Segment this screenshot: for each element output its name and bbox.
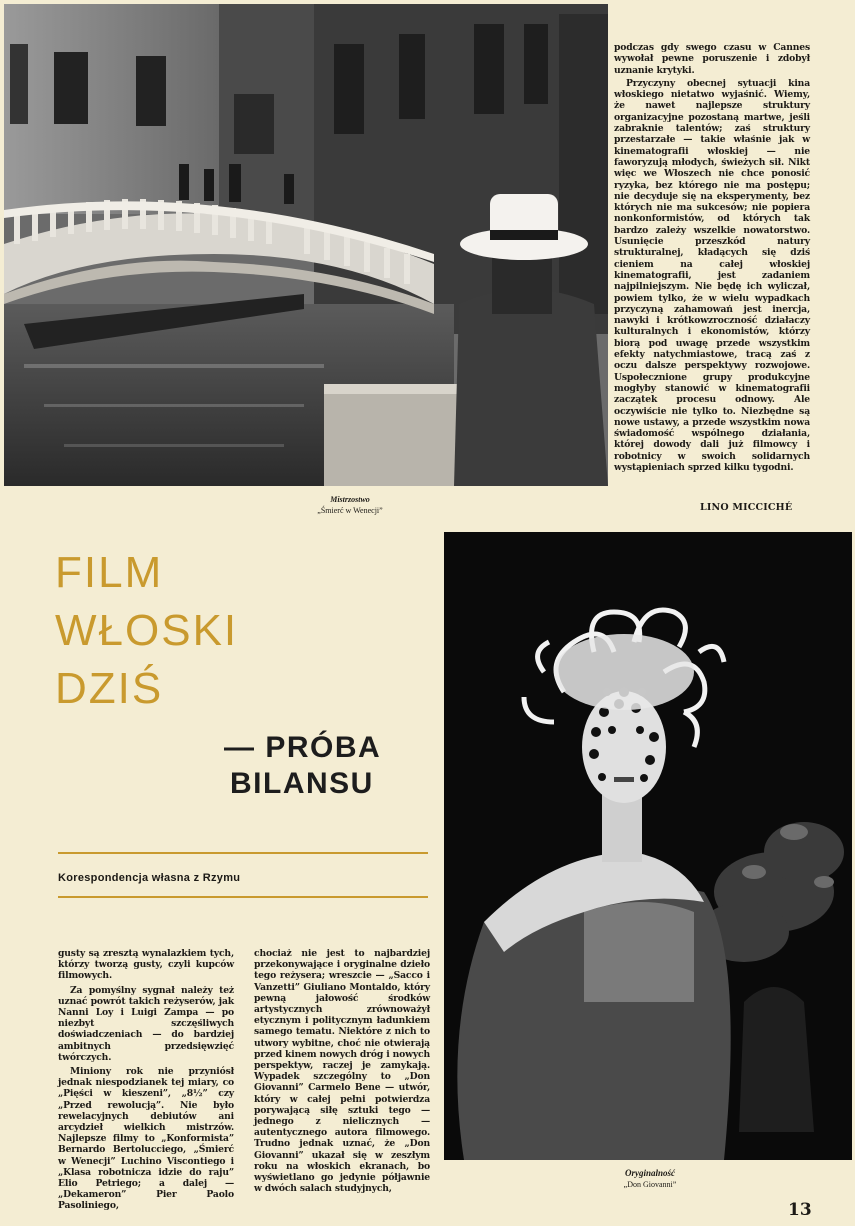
venice-bridge-photo [4,4,608,486]
title-line: DZIŚ [55,664,164,713]
paragraph: podczas gdy swego czasu w Cannes wywołał pewne poruszenie i zdobył uznanie krytyki. [614,42,810,76]
subtitle-line: — PRÓBA [224,731,382,764]
divider-rule [58,896,428,898]
paragraph: Przyczyny obecnej sytuacji kina włoskiego nietatwo wyjaśnić. Wiemy, że nawet najlepsze struktury organizacyjne pozostaną martwe, jeśli zabraknie talentów; zaś struktury przestarzałe — takie właśnie jak w kinematografii włoskiej — nie faworyzują młodych, świeżych sił. Nikt więc we Włoszech nie chce ponosić ryzyka, bez którego nie ma postępu; nie decyduje się na eksperymenty, bez których nie ma sukcesów; nie popiera nonkonformistów, od których tak bardzo zależy wszelkie nowatorstwo. Usunięcie przeszkód natury strukturalnej, kładących się dziś cieniem na całej włoskiej kinematografii, jest zadaniem najpilniejszym. Nie będę ich wyliczał, powiem tylko, że w wielu wypadkach przyczyną zahamowań jest inercja, nawyki i krótkowzroczność działaczy kulturalnych i ekonomistów, którzy biorą pod uwagę przede wszystkim efekty natychmiastowe, tracą zaś z oczu dalsze perspektywy rozwojowe. Uspołecznione grupy produkcyjne mogłyby stanowić w kinematografii zaczątek procesu odnowy. Ale oczywiście nie tylko to. Niezbędne są nowe ustawy, a przede wszystkim nowa świadomość wspólnego działania, której dowody dali już filmowcy i robotnicy w swoich solidarnych wystąpieniach sprzed kilku tygodni. [614,77,810,473]
article-title [55,544,435,718]
text-column-a [58,948,234,1215]
right-column-text [614,42,810,475]
top-caption-subtitle: „Śmierć w Wenecji” [317,506,383,515]
bottom-caption-subtitle: „Don Giovanni” [623,1180,677,1189]
don-giovanni-photo [444,532,852,1160]
subtitle-line: BILANSU [230,767,374,800]
top-photo-caption [280,494,420,516]
bottom-caption-title: Oryginalność [624,1168,675,1178]
divider-rule [58,852,428,854]
page-number: 13 [788,1200,812,1220]
paragraph: chociaż nie jest to najbardziej przekonywające i oryginalne dzieło tego reżysera; wreszcie — „Sacco i Vanzetti” Giuliano Montaldo, który pewną jałowość środków artystycznych zrównoważył etycznym i politycznym ładunkiem samego tematu. Niektóre z nich to utwory wybitne, choć nie otwierają przed kinem nowych dróg i nowych perspektyw, raczej je zamykają. Wypadek szczególny to „Don Giovanni” Carmelo Bene — utwór, który w całej pełni potwierdza porywającą siłę sztuki tego — jednego z nielicznych — autentycznego autora filmowego. Trudno jednak uznać, że „Don Giovanni” ukazał się w zeszłym roku na włoskich ekranach, bo wyświetlano go jedynie półjawnie w dwóch salach studyjnych, [254,948,431,1195]
title-line: WŁOSKI [55,606,239,655]
title-line: FILM [55,548,164,597]
paragraph: Miniony rok nie przyniósł jednak niespodzianek tej miary, co „Pięści w kieszeni”, „8½” czy „Przed rewolucją”. Nie było rewelacyjnych debiutów ani arcydzieł wielkich mistrzów. Najlepsze filmy to „Konformista” Bernardo Bertolucciego, „Śmierć w Wenecji” Luchino Viscontiego i „Klasa robotnicza idzie do raju” Elio Petriego; a dalej — „Dekameron” Pier Paolo Pasoliniego, [58,1066,234,1212]
paragraph: Za pomyślny sygnał należy też uznać powrót takich reżyserów, jak Nanni Loy i Luigi Zampa — po niezbyt szczęśliwych doświadczeniach — do bardziej ambitnych przedsięwzięć twórczych. [58,984,234,1063]
text-column-b [254,948,430,1197]
paragraph: gusty są zresztą wynalazkiem tych, którzy tworzą gusty, czyli kupców filmowych. [58,948,234,982]
author-name: LINO MICCICHÉ [700,502,793,513]
article-subtitle [224,730,434,802]
correspondence-byline: Korespondencja własna z Rzymu [58,872,241,884]
top-caption-title: Mistrzostwo [330,495,370,504]
bottom-photo-caption [585,1168,715,1190]
